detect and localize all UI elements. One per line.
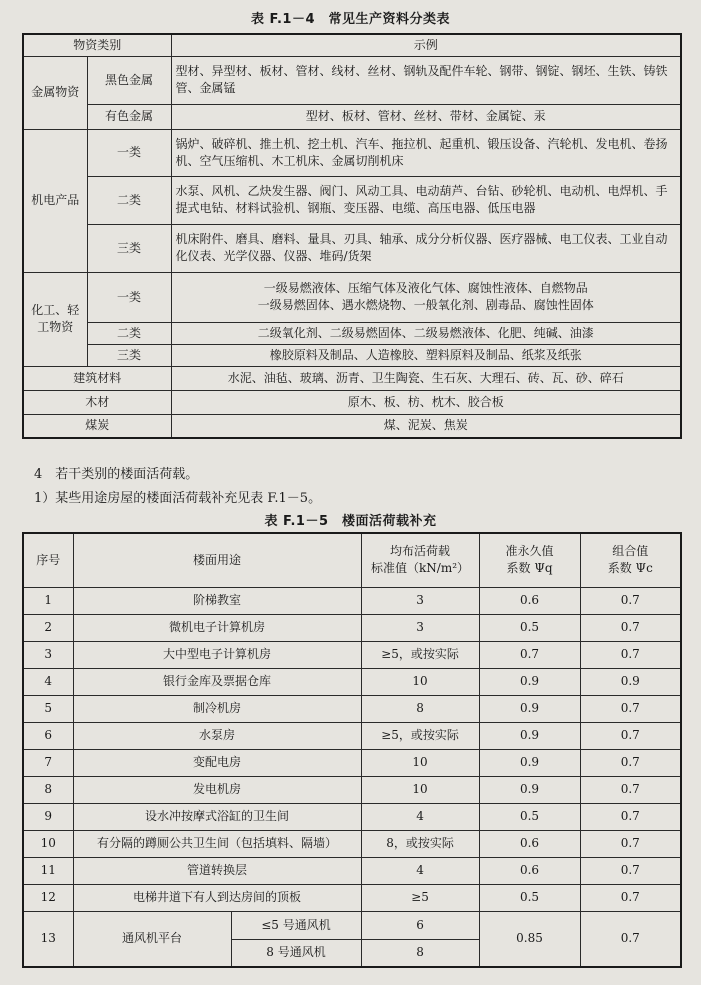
category-name: 煤炭 bbox=[23, 414, 171, 438]
cell-load: 8 bbox=[361, 695, 479, 722]
cell-psic: 0.7 bbox=[580, 857, 681, 884]
table-row bbox=[23, 803, 681, 830]
cell-psiq: 0.6 bbox=[479, 857, 580, 884]
header-line: 准永久值 bbox=[505, 544, 554, 559]
cell-load: 4 bbox=[361, 857, 479, 884]
cell-psic: 0.7 bbox=[580, 587, 681, 614]
cell-use: 发电机房 bbox=[73, 776, 361, 803]
production-materials-table bbox=[22, 33, 682, 439]
floor-live-load-table bbox=[22, 532, 682, 968]
cell-load: 6 bbox=[361, 911, 479, 939]
cell-load: 8，或按实际 bbox=[361, 830, 479, 857]
header-category: 物资类别 bbox=[23, 34, 171, 56]
header-psiq bbox=[479, 533, 580, 587]
category-name: 建筑材料 bbox=[23, 366, 171, 390]
header-use: 楼面用途 bbox=[73, 533, 361, 587]
cell-no: 2 bbox=[23, 614, 73, 641]
table1-caption: 表 F.1－4 常见生产资料分类表 bbox=[250, 12, 451, 27]
header-load bbox=[361, 533, 479, 587]
cell-psic: 0.7 bbox=[580, 614, 681, 641]
cell-no: 13 bbox=[23, 911, 73, 967]
table-row bbox=[23, 224, 681, 272]
example-text: 型材、异型材、板材、管材、线材、丝材、钢轨及配件车轮、钢带、钢锭、钢坯、生铁、铸铁管、金属锰 bbox=[171, 56, 681, 104]
example-text: 二级氧化剂、二级易燃固体、二级易燃液体、化肥、纯碱、油漆 bbox=[171, 322, 681, 344]
cell-psic: 0.7 bbox=[580, 911, 681, 967]
group-metal: 金属物资 bbox=[23, 56, 87, 129]
header-line: 均布活荷载 bbox=[390, 544, 451, 559]
subcategory: 二类 bbox=[87, 176, 171, 224]
subcategory: 三类 bbox=[87, 344, 171, 366]
cell-use: 制冷机房 bbox=[73, 695, 361, 722]
table-row bbox=[23, 390, 681, 414]
cell-sub-use: 8 号通风机 bbox=[231, 939, 361, 967]
cell-load: 10 bbox=[361, 776, 479, 803]
cell-psiq: 0.85 bbox=[479, 911, 580, 967]
cell-load: 4 bbox=[361, 803, 479, 830]
table-row bbox=[23, 104, 681, 129]
table-body bbox=[23, 587, 681, 911]
example-text: 原木、板、枋、枕木、胶合板 bbox=[171, 390, 681, 414]
header-example: 示例 bbox=[171, 34, 681, 56]
cell-no: 3 bbox=[23, 641, 73, 668]
subcategory: 一类 bbox=[87, 272, 171, 322]
header-psic bbox=[580, 533, 681, 587]
cell-use: 银行金库及票据仓库 bbox=[73, 668, 361, 695]
subcategory: 黑色金属 bbox=[87, 56, 171, 104]
cell-no: 10 bbox=[23, 830, 73, 857]
category-name: 木材 bbox=[23, 390, 171, 414]
cell-no: 4 bbox=[23, 668, 73, 695]
cell-sub-use: ≤5 号通风机 bbox=[231, 911, 361, 939]
table-row bbox=[23, 322, 681, 344]
table2-caption: 表 F.1－5 楼面活荷载补充 bbox=[264, 514, 437, 529]
cell-psic: 0.7 bbox=[580, 749, 681, 776]
cell-psiq: 0.9 bbox=[479, 749, 580, 776]
table-row bbox=[23, 776, 681, 803]
cell-use: 变配电房 bbox=[73, 749, 361, 776]
table-row bbox=[23, 614, 681, 641]
table-row bbox=[23, 911, 681, 939]
table-row bbox=[23, 344, 681, 366]
cell-no: 5 bbox=[23, 695, 73, 722]
table-row bbox=[23, 587, 681, 614]
example-text: 煤、泥炭、焦炭 bbox=[171, 414, 681, 438]
header-line: 标准值（kN/m²） bbox=[371, 561, 470, 576]
table-row bbox=[23, 56, 681, 104]
cell-no: 7 bbox=[23, 749, 73, 776]
cell-use: 微机电子计算机房 bbox=[73, 614, 361, 641]
cell-psiq: 0.6 bbox=[479, 830, 580, 857]
table-header-row bbox=[23, 533, 681, 587]
table-row bbox=[23, 176, 681, 224]
cell-load: 3 bbox=[361, 587, 479, 614]
cell-psic: 0.7 bbox=[580, 641, 681, 668]
cell-use: 大中型电子计算机房 bbox=[73, 641, 361, 668]
example-text: 机床附件、磨具、磨料、量具、刃具、轴承、成分分析仪器、医疗器械、电工仪表、工业自动化仪表、光学仪器、仪器、堆码/货架 bbox=[171, 224, 681, 272]
cell-load: 10 bbox=[361, 749, 479, 776]
cell-use: 水泵房 bbox=[73, 722, 361, 749]
cell-use: 电梯井道下有人到达房间的顶板 bbox=[73, 884, 361, 911]
header-line: 组合值 bbox=[612, 544, 649, 559]
table-row bbox=[23, 884, 681, 911]
subcategory: 一类 bbox=[87, 129, 171, 176]
example-text bbox=[171, 272, 681, 322]
cell-no: 12 bbox=[23, 884, 73, 911]
cell-psiq: 0.7 bbox=[479, 641, 580, 668]
table-row bbox=[23, 722, 681, 749]
cell-use: 有分隔的蹲厕公共卫生间（包括填料、隔墙） bbox=[73, 830, 361, 857]
example-text: 水泵、风机、乙炔发生器、阀门、风动工具、电动葫芦、台钻、砂轮机、电动机、电焊机、手提式电钻、材料试验机、钢瓶、变压器、电缆、高压电器、低压电器 bbox=[171, 176, 681, 224]
header-line: 系数 Ψq bbox=[506, 561, 553, 576]
cell-load: ≥5，或按实际 bbox=[361, 722, 479, 749]
cell-no: 6 bbox=[23, 722, 73, 749]
table-row bbox=[23, 641, 681, 668]
cell-use: 管道转换层 bbox=[73, 857, 361, 884]
cell-psic: 0.7 bbox=[580, 884, 681, 911]
cell-use: 通风机平台 bbox=[73, 911, 231, 967]
cell-psic: 0.9 bbox=[580, 668, 681, 695]
table-row bbox=[23, 272, 681, 322]
cell-psic: 0.7 bbox=[580, 722, 681, 749]
cell-load: 10 bbox=[361, 668, 479, 695]
cell-psiq: 0.9 bbox=[479, 695, 580, 722]
table-row bbox=[23, 129, 681, 176]
table-row bbox=[23, 830, 681, 857]
example-line: 一级易燃固体、遇水燃烧物、一般氧化剂、剧毒品、腐蚀性固体 bbox=[257, 298, 594, 312]
example-text: 橡胶原料及制品、人造橡胶、塑料原料及制品、纸浆及纸张 bbox=[171, 344, 681, 366]
cell-psiq: 0.9 bbox=[479, 668, 580, 695]
table-row bbox=[23, 857, 681, 884]
cell-no: 9 bbox=[23, 803, 73, 830]
group-chem: 化工、轻工物资 bbox=[23, 272, 87, 366]
subcategory: 二类 bbox=[87, 322, 171, 344]
cell-load: 3 bbox=[361, 614, 479, 641]
cell-psic: 0.7 bbox=[580, 776, 681, 803]
cell-load: ≥5 bbox=[361, 884, 479, 911]
table-row bbox=[23, 695, 681, 722]
section-item-4: 4 若干类别的楼面活荷载。 bbox=[34, 467, 199, 482]
group-mech: 机电产品 bbox=[23, 129, 87, 272]
section-item-4-1: 1）某些用途房屋的楼面活荷载补充见表 F.1－5。 bbox=[34, 491, 322, 506]
cell-no: 11 bbox=[23, 857, 73, 884]
cell-psiq: 0.6 bbox=[479, 587, 580, 614]
cell-no: 1 bbox=[23, 587, 73, 614]
cell-psic: 0.7 bbox=[580, 830, 681, 857]
cell-psiq: 0.5 bbox=[479, 803, 580, 830]
table-row bbox=[23, 749, 681, 776]
example-text: 水泥、油毡、玻璃、沥青、卫生陶瓷、生石灰、大理石、砖、瓦、砂、碎石 bbox=[171, 366, 681, 390]
subcategory: 有色金属 bbox=[87, 104, 171, 129]
cell-psiq: 0.9 bbox=[479, 722, 580, 749]
cell-psiq: 0.9 bbox=[479, 776, 580, 803]
subcategory: 三类 bbox=[87, 224, 171, 272]
header-no: 序号 bbox=[23, 533, 73, 587]
table-row bbox=[23, 668, 681, 695]
example-text: 锅炉、破碎机、推土机、挖土机、汽车、拖拉机、起重机、锻压设备、汽轮机、发电机、卷扬机、空气压缩机、木工机床、金属切削机床 bbox=[171, 129, 681, 176]
example-line: 一级易燃液体、压缩气体及液化气体、腐蚀性液体、自燃物品 bbox=[263, 281, 588, 295]
cell-load: 8 bbox=[361, 939, 479, 967]
cell-no: 8 bbox=[23, 776, 73, 803]
example-text: 型材、板材、管材、丝材、带材、金属锭、汞 bbox=[171, 104, 681, 129]
cell-psiq: 0.5 bbox=[479, 884, 580, 911]
cell-use: 设水冲按摩式浴缸的卫生间 bbox=[73, 803, 361, 830]
header-line: 系数 Ψc bbox=[607, 561, 653, 576]
cell-psic: 0.7 bbox=[580, 803, 681, 830]
table-header-row bbox=[23, 34, 681, 56]
table-row bbox=[23, 366, 681, 390]
table-row bbox=[23, 414, 681, 438]
cell-psic: 0.7 bbox=[580, 695, 681, 722]
cell-use: 阶梯教室 bbox=[73, 587, 361, 614]
cell-load: ≥5，或按实际 bbox=[361, 641, 479, 668]
cell-psiq: 0.5 bbox=[479, 614, 580, 641]
